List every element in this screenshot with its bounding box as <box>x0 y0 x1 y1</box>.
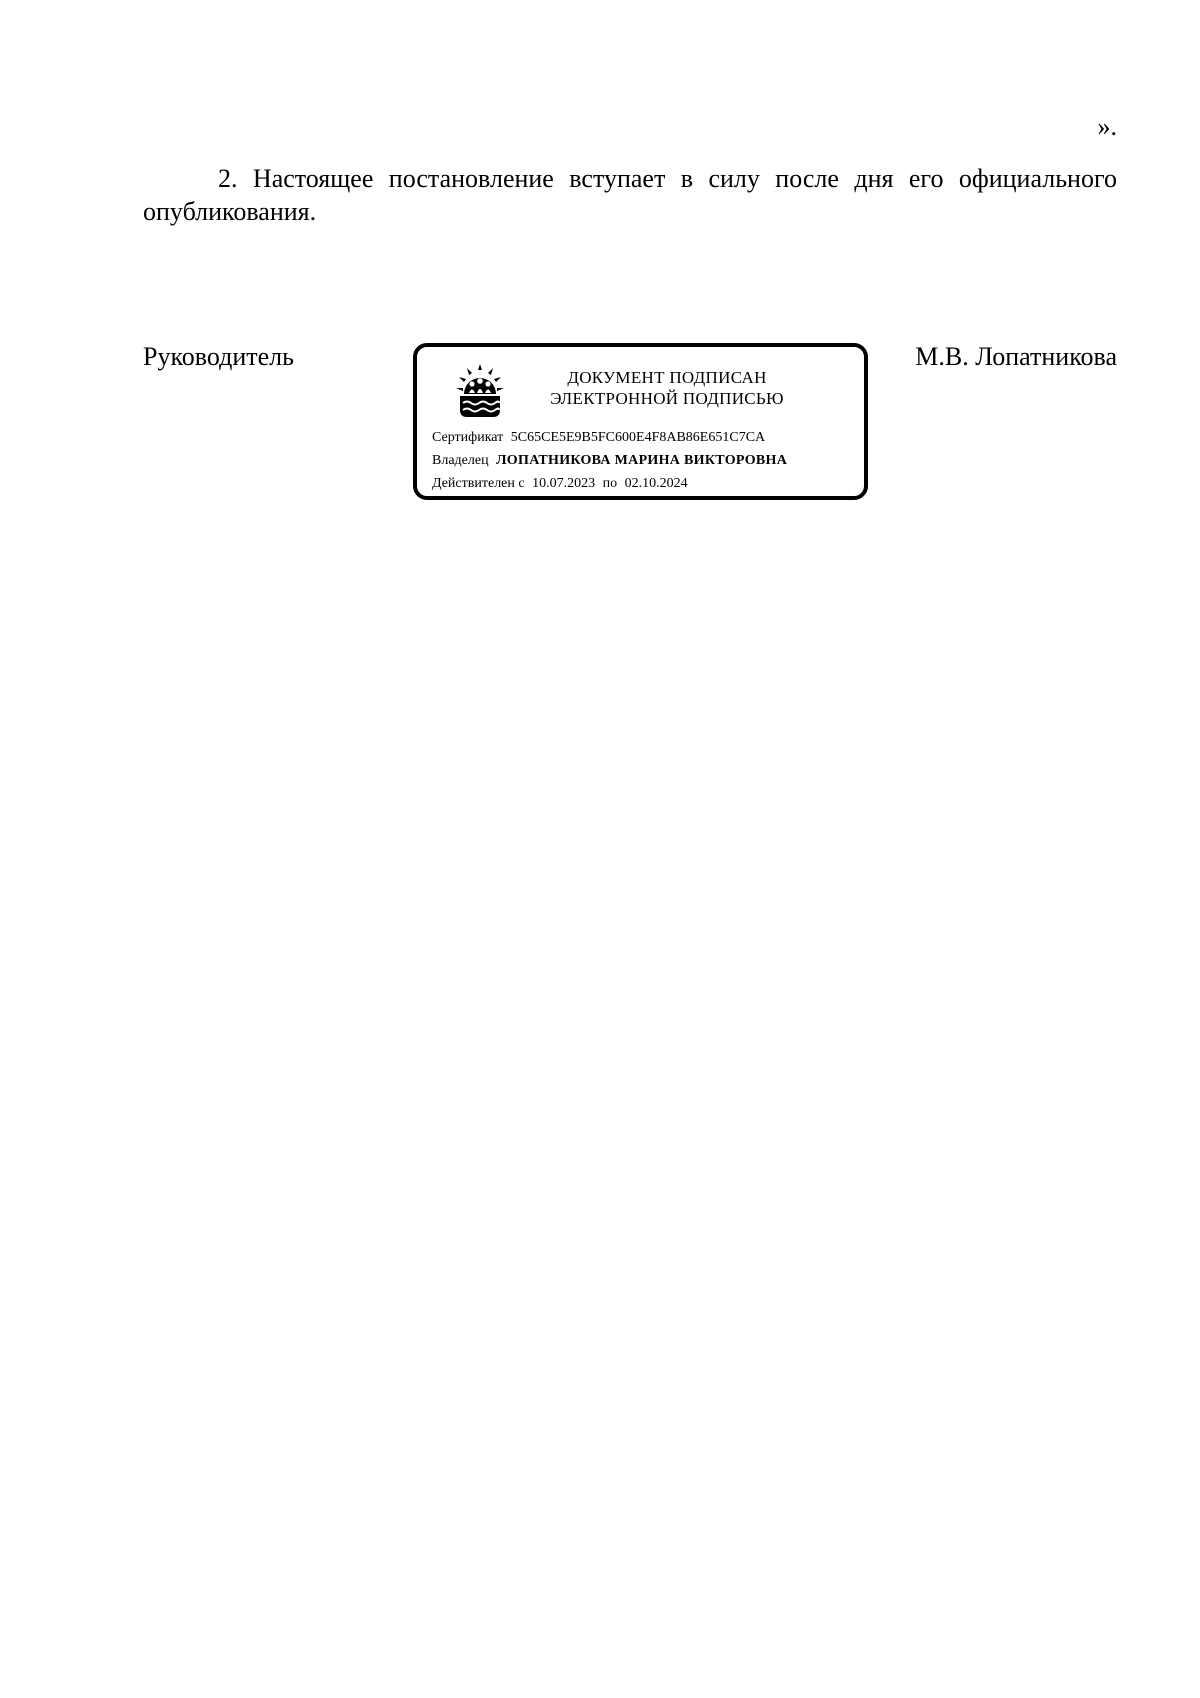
stamp-header-line-2: ЭЛЕКТРОННОЙ ПОДПИСЬЮ <box>550 389 784 408</box>
validity-row <box>432 472 856 495</box>
valid-to-label: по <box>602 476 618 491</box>
valid-from-label: Действителен с <box>432 476 525 491</box>
stamp-header-line-1: ДОКУМЕНТ ПОДПИСАН <box>567 368 767 387</box>
certificate-row <box>432 426 856 449</box>
owner-row <box>432 449 856 472</box>
signatory-name: М.В. Лопатникова <box>915 342 1117 371</box>
stamp-details <box>432 426 856 495</box>
stamp-header <box>517 367 817 409</box>
coat-of-arms-emblem-icon <box>455 364 505 420</box>
certificate-label: Сертификат <box>432 430 504 445</box>
certificate-value: 5C65CE5E9B5FC600E4F8AB86E651C7CA <box>510 430 766 445</box>
electronic-signature-stamp <box>413 343 868 500</box>
closing-quote: ». <box>1097 112 1117 141</box>
valid-to-date: 02.10.2024 <box>624 476 688 491</box>
owner-label: Владелец <box>432 453 489 468</box>
paragraph-2: 2. Настоящее постановление вступает в силу после дня его официального опубликования. <box>143 164 1117 226</box>
signatory-position: Руководитель <box>143 342 294 371</box>
owner-value: ЛОПАТНИКОВА МАРИНА ВИКТОРОВНА <box>496 453 788 468</box>
valid-from-date: 10.07.2023 <box>532 476 596 491</box>
